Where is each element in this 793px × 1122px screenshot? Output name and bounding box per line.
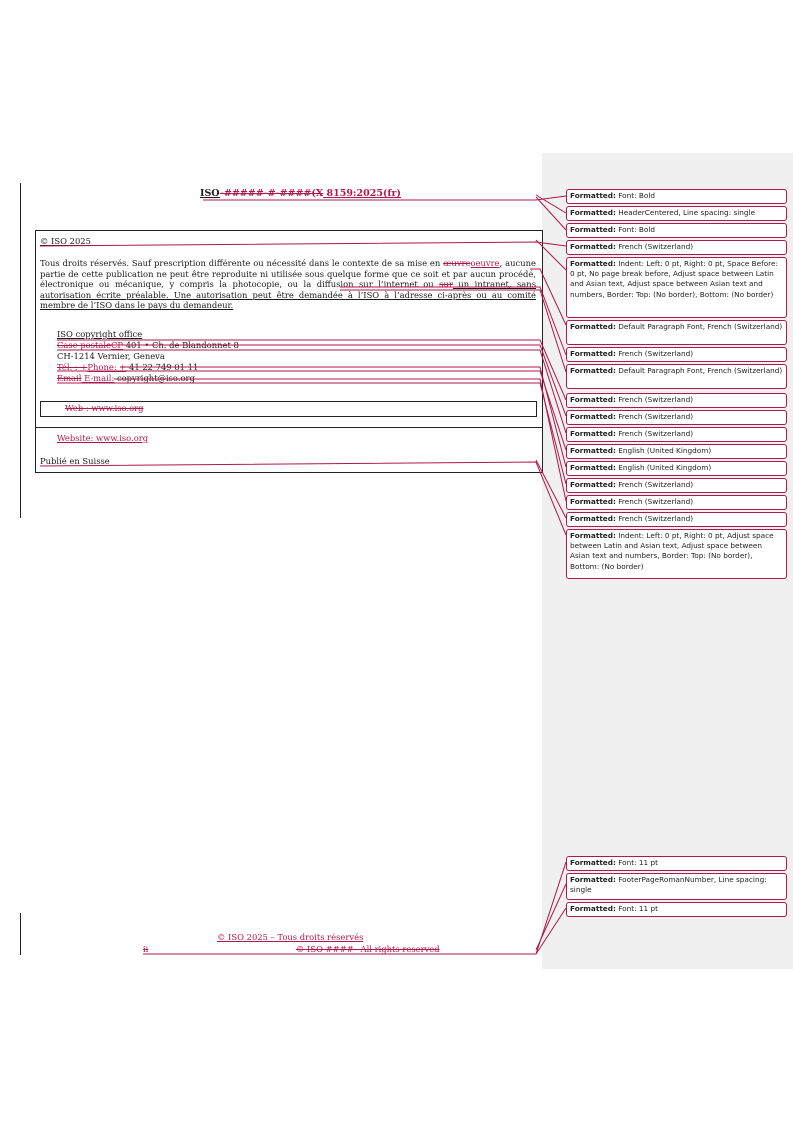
connector-4 — [40, 242, 566, 246]
connector-3 — [536, 197, 566, 230]
website-line[interactable]: Website: www.iso.org — [57, 433, 149, 443]
address-line[interactable]: Case postaleCP 401 • Ch. de Blandonnet 8 — [57, 340, 239, 350]
balloon-formatted-5[interactable]: Formatted: Indent: Left: 0 pt, Right: 0 pt, Space Before: 0 pt, No page break before, Adjust space between Latin and Asian text, Adjust space between Asian text and numbers, Border: Top: (No border), Bottom: (No border) — [566, 257, 787, 318]
header-inserted-text: 8159:2025(fr) — [323, 188, 402, 199]
balloon-formatted-15[interactable]: Formatted: French (Switzerland) — [566, 495, 787, 510]
balloon-formatted-17[interactable]: Formatted: Indent: Left: 0 pt, Right: 0 pt, Adjust space between Latin and Asian text, Adjust space between Asian text and numbers, Border: Top: (No border), Bottom: (No border) — [566, 529, 787, 579]
balloon-formatted-4[interactable]: Formatted: French (Switzerland) — [566, 240, 787, 255]
balloon-formatted-13[interactable]: Formatted: English (United Kingdom) — [566, 461, 787, 476]
balloon-formatted-1[interactable]: Formatted: Font: Bold — [566, 189, 787, 204]
balloon-formatted-14[interactable]: Formatted: French (Switzerland) — [566, 478, 787, 493]
document-header[interactable]: ISO-#####-#-####(X 8159:2025(fr) — [200, 188, 402, 199]
connector-17 — [40, 462, 566, 535]
city-line[interactable]: CH-1214 Vernier, Geneva — [57, 351, 165, 361]
connector-15 — [114, 379, 566, 501]
connector-18 — [143, 862, 566, 954]
balloon-formatted-2[interactable]: Formatted: HeaderCentered, Line spacing: single — [566, 206, 787, 221]
footer-inserted-text[interactable]: © ISO 2025 – Tous droits réservés — [217, 932, 364, 942]
balloon-formatted-7[interactable]: Formatted: French (Switzerland) — [566, 347, 787, 362]
balloon-formatted-19[interactable]: Formatted: FooterPageRomanNumber, Line spacing: single — [566, 873, 787, 900]
balloon-formatted-16[interactable]: Formatted: French (Switzerland) — [566, 512, 787, 527]
web-deleted-line[interactable]: Web : www.iso.org — [65, 403, 144, 413]
copyright-office[interactable]: ISO copyright office — [57, 329, 143, 339]
connector-13 — [120, 367, 566, 467]
balloon-formatted-11[interactable]: Formatted: French (Switzerland) — [566, 427, 787, 442]
connector-11 — [57, 350, 566, 433]
connector-19 — [536, 884, 566, 950]
copyright-paragraph[interactable]: Tous droits réservés. Sauf prescription différente ou nécessité dans le contexte de sa mise en œuvreoeuvre, aucune partie de cette publication ne peut être reproduite ni utilisée sous quelque forme que ce soit et par aucun procédé, électronique ou mécanique, y compris la photocopie, ou la diffusion sur l’internet ou sur un intranet, sans autorisation écrite préalable. Une autorisation peut être demandée à l’ISO à l’adresse ci-après ou au comité membre de l’ISO dans le pays du demandeur. — [40, 258, 536, 311]
balloon-formatted-20[interactable]: Formatted: Font: 11 pt — [566, 902, 787, 917]
header-deleted-text: -#####-#-####(X — [219, 188, 324, 199]
phone-line[interactable]: Tél. : +Phone: + 41 22 749 01 11 — [57, 362, 199, 372]
email-line[interactable]: Email E-mail: copyright@iso.org — [57, 373, 195, 383]
balloon-formatted-12[interactable]: Formatted: English (United Kingdom) — [566, 444, 787, 459]
connector-10 — [107, 345, 566, 416]
balloon-formatted-10[interactable]: Formatted: French (Switzerland) — [566, 410, 787, 425]
balloon-formatted-6[interactable]: Formatted: Default Paragraph Font, French (Switzerland) — [566, 320, 787, 345]
footer-page-number[interactable]: ii — [143, 944, 149, 954]
connector-8 — [340, 290, 566, 372]
connector-20 — [430, 908, 566, 954]
published-line[interactable]: Publié en Suisse — [40, 456, 110, 466]
footer-deleted-text[interactable]: © ISO ####– All rights reserved — [296, 944, 440, 954]
connector-16 — [536, 460, 566, 518]
connector-9 — [57, 340, 566, 400]
copyright-title[interactable]: © ISO 2025 — [40, 236, 91, 246]
connector-1 — [203, 196, 566, 200]
balloon-formatted-3[interactable]: Formatted: Font: Bold — [566, 223, 787, 238]
connector-14 — [57, 383, 566, 484]
balloon-formatted-8[interactable]: Formatted: Default Paragraph Font, French (Switzerland) — [566, 364, 787, 389]
balloon-formatted-18[interactable]: Formatted: Font: 11 pt — [566, 856, 787, 871]
balloon-formatted-9[interactable]: Formatted: French (Switzerland) — [566, 393, 787, 408]
